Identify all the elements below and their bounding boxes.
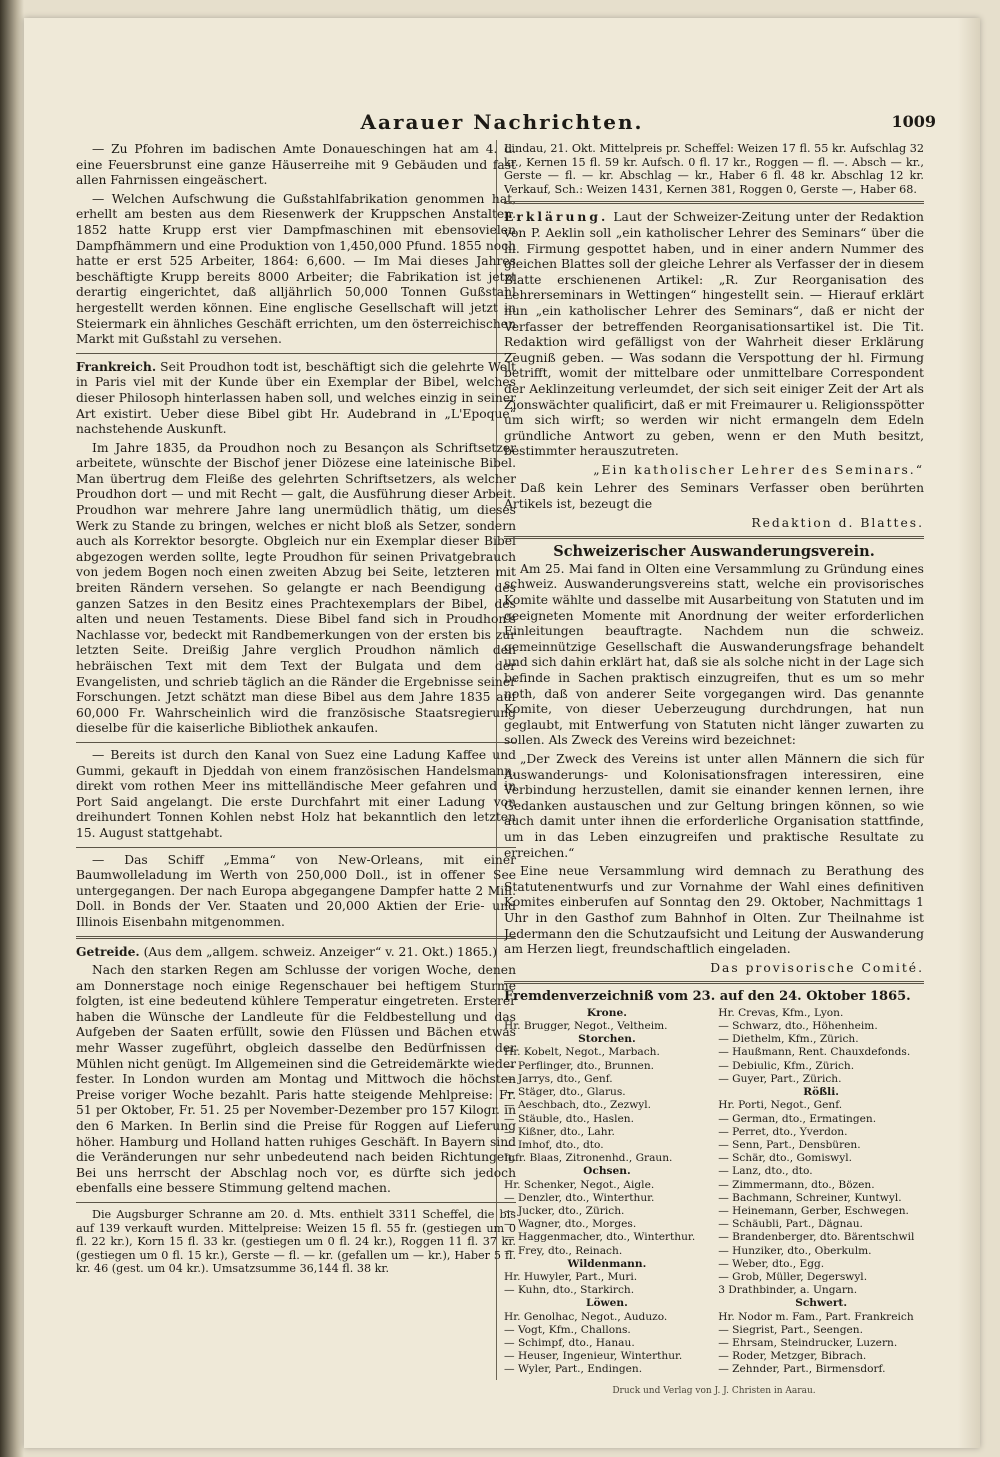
- guest-entry: — Heuser, Ingenieur, Winterthur.: [504, 1350, 683, 1363]
- newspaper-title: Aarauer Nachrichten.: [360, 110, 644, 134]
- guest-entry: Hr. Porti, Negot., Genf.: [718, 1099, 843, 1112]
- guest-entry: — Debiulic, Kfm., Zürich.: [718, 1059, 855, 1072]
- guest-entry: — Zimmermann, dto., Bözen.: [718, 1178, 875, 1191]
- article-getreide-body: Nach den starken Regen am Schlusse der vorigen Woche, denen am Donnerstage noch einige Regenschauer bei heftigem Sturme folgten, ist eine bedeutend kühlere Temperatur eingetreten. Ersterer haben die Wünsche der Landleute für die Feldbestellung und das Aufgeben der Saaten erfüllt, sowie den Flüssen und Bächen etwas mehr Wasser zugeführt, obgleich dasselbe den Bedürfnissen der Mühlen nicht genügt. Im Allgemeinen sind die Getreidemärkte wieder fester. In London wurden am Montag und Mittwoch die höchsten Preise voriger Woche bezahlt. Paris hatte steigende Mehlpreise: Fr. 51 per Oktober, Fr. 51. 25 per November-Dezember pro 157 Kilogr. in den 6 Marken. In Berlin sind die Preise für Roggen auf Lieferung höher. Hamburg und Holland hatten ruhiges Geschäft. In Bayern sind die Veränderungen nur sehr unbedeutend nach beiden Richtungen. Bei uns herrscht der Abschlag noch vor, es dürfte sich jedoch ebenfalls eine bessere Stimmung geltend machen.: [76, 963, 516, 1196]
- guest-entry: 3 Drathbinder, a. Ungarn.: [718, 1284, 858, 1297]
- right-column: [504, 142, 924, 1382]
- guest-entry: — German, dto., Ermatingen.: [718, 1112, 877, 1125]
- signature-comite: Das provisorische Comité.: [710, 960, 924, 975]
- divider: [76, 353, 516, 354]
- article-gussstahl: — Welchen Aufschwung die Gußstahlfabrikation genommen hat, erhellt am besten aus dem Riesenwerk der Kruppschen Anstalten. 1852 hatte Krupp erst vier Dampfmaschinen mit ebensovielen Dampfhämmern und eine Produktion von 1,450,000 Pfund. 1855 noch hatte er erst 525 Arbeiter, 1864: 6,600. — Im Mai dieses Jahres beschäftigte Krupp bereits 8000 Arbeiter; die Fabrikation ist jetzt derartig eingerichtet, daß alljährlich 50,000 Tonnen Gußstahl hergestellt werden können. Eine englische Gesellschaft will jetzt in Steiermark ein ähnliches Geschäft errichten, um den österreichischen Markt mit Gußstahl zu versehen.: [76, 191, 516, 347]
- divider-double: [76, 936, 516, 939]
- guest-entry: — Wagner, dto., Morges.: [504, 1218, 637, 1231]
- hotel-heading: Storchen.: [578, 1033, 636, 1046]
- left-column: [76, 142, 516, 1382]
- article-suez: — Bereits ist durch den Kanal von Suez eine Ladung Kaffee und Gummi, gekauft in Djeddah von einem französischen Handelsmann, direkt vom rothen Meer ins mittelländische Meer gefahren und in Port Said angelangt. Die erste Durchfahrt mit einer Ladung von dreihundert Tonnen Kohlen nebst Holz hat bekanntlich den letzten 15. August stattgehabt.: [76, 747, 516, 840]
- article-verein-3: Eine neue Versammlung wird demnach zu Berathung des Statutenentwurfs und zur Vornahme der Wahl eines definitiven Komites einberufen auf Sonntag den 29. Oktober, Nachmittags 1 Uhr in den Gasthof zum Bahnhof in Olten. Zur Theilnahme ist Jedermann den die Schutzaufsicht und Leitung der Auswanderung am Herzen liegt, freundschaftlich eingeladen.: [504, 864, 924, 957]
- guest-entry: — Schwarz, dto., Höhenheim.: [718, 1020, 878, 1033]
- book-gutter-edge: [0, 0, 24, 1457]
- fremdenverzeichnis-title: Fremdenverzeichniß vom 23. auf den 24. Oktober 1865.: [504, 989, 911, 1005]
- section-heading-auswanderungsverein: Schweizerischer Auswanderungsverein.: [553, 543, 875, 561]
- guest-entry: — Vogt, Kfm., Challons.: [504, 1323, 631, 1336]
- fremdenverzeichnis-left: [504, 1007, 710, 1377]
- divider: [76, 742, 516, 743]
- guest-entry: — Jarrys, dto., Genf.: [504, 1072, 613, 1085]
- article-erklaerung-text: Laut der Schweizer-Zeitung unter der Redaktion von P. Aeklin soll „ein katholischer Lehrer des Seminars“ über die hl. Firmung gespottet haben, und in einer andern Nummer des gleichen Blattes soll der gleiche Lehrer als Verfasser der in diesem Blatte erschienenen Artikel: „R. Zur Reorganisation des Lehrerseminars in Wettingen“ hingestellt sein. — Hierauf erklärt nun „ein katholischer Lehrer des Seminars“, daß er nicht der Verfasser der betreffenden Reorganisationsartikel ist. Die Tit. Redaktion wird gefälligst von der Wahrheit dieser Erklärung Zeugniß geben. — Was sodann die Verspottung der hl. Firmung betrifft, womit der mittelbare oder unmittelbare Correspondent der Aeklinzeitung verleumdet, der sich seit einiger Zeit der Art als Zionswächter qualificirt, daß er mit Freimaurer u. Religionsspötter um sich wirft; so werden wir nicht ermangeln dem Edeln gründliche Antwort zu geben, wenn er den Muth besitzt, bestimmter herauszutreten.: [504, 210, 924, 459]
- guest-entry: — Roder, Metzger, Bibrach.: [718, 1350, 867, 1363]
- guest-entry: — Lanz, dto., dto.: [718, 1165, 813, 1178]
- guest-entry: — Perret, dto., Yverdon.: [718, 1125, 848, 1138]
- guest-entry: Hr. Crevas, Kfm., Lyon.: [718, 1006, 844, 1019]
- guest-entry: — Frey, dto., Reinach.: [504, 1244, 623, 1257]
- hotel-heading: Ochsen.: [583, 1165, 631, 1178]
- hotel-heading: Rößli.: [803, 1086, 839, 1099]
- fremdenverzeichnis-right: [718, 1007, 924, 1377]
- divider: [76, 847, 516, 848]
- guest-entry: — Hunziker, dto., Oberkulm.: [718, 1244, 872, 1257]
- guest-entry: — Siegrist, Part., Seengen.: [718, 1323, 863, 1336]
- divider-double: [504, 201, 924, 204]
- article-proudhon-bible: Im Jahre 1835, da Proudhon noch zu Besançon als Schriftsetzer arbeitete, wünschte der Bischof jener Diözese eine lateinische Bibel. Man übertrug dem Fleiße des gelehrten Schriftsetzers, als welcher Proudhon dort — und mit Recht — galt, die Ausführung dieser Arbeit. Proudhon war mehrere Jahre lang unermüdlich thätig, um dieses Werk zu Stande zu bringen, welches er nicht bloß als Setzer, sondern auch als Korrektor besorgte. Obgleich nur ein Exemplar dieser Bibel abgezogen werden sollte, legte Proudhon für seinen Privatgebrauch von jedem Bogen noch einen zweiten Abzug bei Seite, letzteren mit breiten Rändern versehen. So gelangte er nach Beendigung des ganzen Satzes in den Besitz eines Prachtexemplars der Bibel, des alten und neuen Testaments. Diese Bibel fand sich in Proudhon's Nachlasse vor, bedeckt mit Randbemerkungen von der ersten bis zur letzten Seite. Dreißig Jahre verglich Proudhon nämlich den hebräischen Text mit dem Text der Bulgata und dem der Evangelisten, und schrieb täglich an die Ränder die Ergebnisse seiner Forschungen. Jetzt schätzt man diese Bibel aus dem Jahre 1835 auf 60,000 Fr. Wahrscheinlich wird die französische Staatsregierung dieselbe für die kaiserliche Bibliothek ankaufen.: [76, 440, 516, 736]
- article-lindau-prices: Lindau, 21. Okt. Mittelpreis pr. Scheffel: Weizen 17 fl. 55 kr. Aufschlag 32 kr., Kernen 15 fl. 59 kr. Aufsch. 0 fl. 17 kr., Roggen — fl. —. Absch — kr., Gerste — fl. — kr. Abschlag — kr., Haber 6 fl. 48 kr. Abschlag 12 kr. Verkauf, Sch.: Weizen 1431, Kernen 381, Roggen 0, Gerste —, Haber 68.: [504, 142, 924, 196]
- page-edge-shading: [958, 18, 980, 1448]
- guest-entry: — Kuhn, dto., Starkirch.: [504, 1284, 635, 1297]
- guest-entry: Hr. Schenker, Negot., Aigle.: [504, 1178, 655, 1191]
- guest-entry: — Haußmann, Rent. Chauxdefonds.: [718, 1046, 911, 1059]
- guest-entry: — Brandenberger, dto. Bärentschwil: [718, 1231, 915, 1244]
- article-verein-1: Am 25. Mai fand in Olten eine Versammlung zu Gründung eines schweiz. Auswanderungsvereins statt, welche ein provisorisches Komite wählte und dasselbe mit Ausarbeitung von Statuten und im geeigneten Momente mit Anordnung der weiter erforderlichen Einleitungen beauftragte. Nachdem nun die schweiz. gemeinnützige Gesellschaft die Auswanderungsfrage behandelt und sich dahin erklärt hat, daß sie als solche nicht in der Lage sich befinde in Sachen praktisch einzugreifen, thut es um so mehr noth, daß von anderer Seite vorgegangen wird. Das genannte Komite, von dieser Ueberzeugung durchdrungen, hat nun geglaubt, mit Entwerfung von Statuten nicht länger zuwarten zu sollen. Als Zweck des Vereins wird bezeichnet:: [504, 561, 924, 748]
- guest-entry: Hr. Brugger, Negot., Veltheim.: [504, 1020, 668, 1033]
- article-emma-ship: — Das Schiff „Emma“ von New-Orleans, mit einer Baumwolleladung im Werth von 250,000 Doll., ist in offener See untergegangen. Der nach Europa abgegangene Dampfer hatte 2 Mill. Doll. in Bonds der Ver. Staaten und 20,000 Aktien der Erie- und Illinois Eisenbahn mitgenommen.: [76, 852, 516, 929]
- article-pfohren: — Zu Pfohren im badischen Amte Donaueschingen hat am 4. d. eine Feuersbrunst eine ganze Häuserreihe mit 9 Gebäuden und fast allen Fahrnissen eingeäschert.: [76, 142, 516, 188]
- printer-imprint: Druck und Verlag von J. J. Christen in Aarau.: [612, 1386, 816, 1396]
- guest-entry: — Wyler, Part., Endingen.: [504, 1363, 643, 1376]
- hotel-heading: Krone.: [586, 1006, 627, 1019]
- page-header: [24, 106, 980, 140]
- divider-double: [504, 536, 924, 539]
- article-verein-2: „Der Zweck des Vereins ist unter allen Männern die sich für Auswanderungs- und Kolonisationsfragen interessiren, eine Verbindung herzustellen, damit sie einander kennen lernen, ihre Gedanken austauschen und zur Geltung bringen können, so wie auch damit unter ihnen die erforderliche Organisation stattfinde, um in das Leben einzugreifen und praktische Resultate zu erreichen.“: [504, 751, 924, 860]
- guest-entry: — Diethelm, Kfm., Zürich.: [718, 1033, 859, 1046]
- article-augsburg-schranne: Die Augsburger Schranne am 20. d. Mts. enthielt 3311 Scheffel, die bis auf 139 verkauft wurden. Mittelpreise: Weizen 15 fl. 55 fr. (gestiegen um 0 fl. 22 kr.), Korn 15 fl. 33 kr. (gestiegen um 0 fl. 24 kr.), Roggen 11 fl. 37 kr. (gestiegen um 0 fl. 15 kr.), Gerste — fl. — kr. (gefallen um — kr.), Haber 5 fl. kr. 46 (gest. um 04 kr.). Umsatzsumme 36,144 fl. 38 kr.: [76, 1208, 516, 1276]
- divider-double: [504, 981, 924, 984]
- section-lead-erklaerung: Erklärung.: [504, 209, 609, 225]
- signature-redaktion: Redaktion d. Blattes.: [751, 515, 924, 530]
- guest-entry: Hr. Genolhac, Negot., Auduzo.: [504, 1310, 668, 1323]
- guest-entry: — Aeschbach, dto., Zezwyl.: [504, 1099, 652, 1112]
- article-frankreich-text: Seit Proudhon todt ist, beschäftigt sich die gelehrte Welt in Paris viel mit der Kunde über ein Exemplar der Bibel, welches dieser Philosoph hinterlassen haben soll, und welches einzig in seiner Art existirt. Ueber diese Bibel gibt Hr. Audebrand in „L'Epoque“ nachstehende Auskunft.: [76, 359, 516, 437]
- guest-entry: — Schär, dto., Gomiswyl.: [718, 1152, 852, 1165]
- guest-entry: — Grob, Müller, Degerswyl.: [718, 1270, 868, 1283]
- guest-entry: — Denzler, dto., Winterthur.: [504, 1191, 655, 1204]
- guest-entry: — Schäubli, Part., Dägnau.: [718, 1218, 863, 1231]
- page-number: 1009: [891, 112, 936, 131]
- guest-entry: — Schimpf, dto., Hanau.: [504, 1336, 635, 1349]
- guest-entry: — Stäuble, dto., Haslen.: [504, 1112, 634, 1125]
- hotel-heading: Wildenmann.: [567, 1257, 647, 1270]
- guest-entry: Hr. Huwyler, Part., Muri.: [504, 1270, 638, 1283]
- divider: [76, 1202, 516, 1203]
- guest-entry: — Ehrsam, Steindrucker, Luzern.: [718, 1336, 898, 1349]
- guest-entry: — Weber, dto., Egg.: [718, 1257, 825, 1270]
- guest-entry: Hr. Nodor m. Fam., Part. Frankreich: [718, 1310, 914, 1323]
- guest-entry: Hr. Kobelt, Negot., Marbach.: [504, 1046, 660, 1059]
- fremdenverzeichnis-list: [504, 1007, 924, 1377]
- guest-entry: — Stäger, dto., Glarus.: [504, 1086, 626, 1099]
- article-frankreich: [76, 359, 516, 438]
- hotel-heading: Löwen.: [586, 1297, 628, 1310]
- article-erklaerung-note: Daß kein Lehrer des Seminars Verfasser oben berührten Artikels ist, bezeugt die: [504, 481, 924, 512]
- hotel-heading: Schwert.: [795, 1297, 848, 1310]
- guest-entry: — Senn, Part., Densbüren.: [718, 1138, 861, 1151]
- guest-entry: — Zehnder, Part., Birmensdorf.: [718, 1363, 886, 1376]
- newspaper-page: [24, 18, 980, 1448]
- article-getreide: [76, 944, 516, 961]
- guest-entry: Igfr. Blaas, Zitronenhd., Graun.: [504, 1152, 673, 1165]
- guest-entry: — Guyer, Part., Zürich.: [718, 1072, 842, 1085]
- guest-entry: — Perflinger, dto., Brunnen.: [504, 1059, 655, 1072]
- signature-lehrer: „Ein katholischer Lehrer des Seminars.“: [593, 462, 924, 477]
- section-lead-frankreich: Frankreich.: [76, 358, 157, 374]
- guest-entry: — Haggenmacher, dto., Winterthur.: [504, 1231, 696, 1244]
- guest-entry: — Bachmann, Schreiner, Kuntwyl.: [718, 1191, 902, 1204]
- article-erklaerung: [504, 209, 924, 460]
- guest-entry: — Kißner, dto., Lahr.: [504, 1125, 615, 1138]
- guest-entry: — Imhof, dto., dto.: [504, 1138, 604, 1151]
- section-lead-getreide: Getreide.: [76, 943, 140, 959]
- article-getreide-source: (Aus dem „allgem. schweiz. Anzeiger“ v. 21. Okt.) 1865.): [143, 944, 498, 959]
- guest-entry: — Jucker, dto., Zürich.: [504, 1204, 625, 1217]
- guest-entry: — Heinemann, Gerber, Eschwegen.: [718, 1204, 909, 1217]
